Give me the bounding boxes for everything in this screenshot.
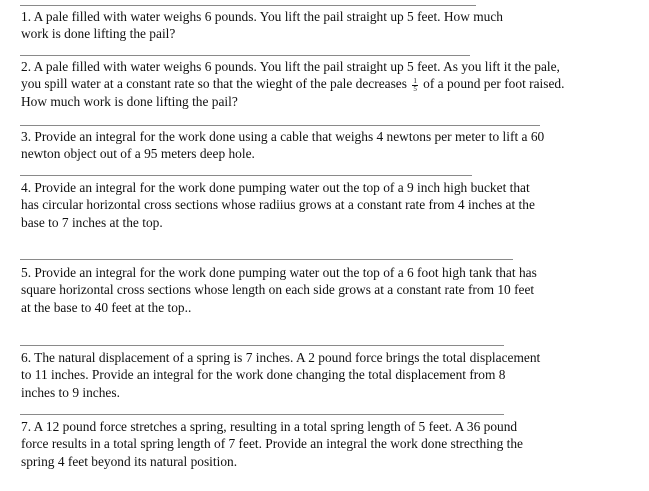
separator-rule [20, 125, 540, 126]
problem-7-text: 7. A 12 pound force stretches a spring, resulting in a total spring length of 5 feet. A 36 pound force results in a total spring length of 7 feet. Provide an integral the work done strecthing the spring 4 feet beyond its natural position. [21, 419, 524, 469]
problem-2-text [21, 58, 633, 110]
problem-5-text: 5. Provide an integral for the work done pumping water out the top of a 6 foot high tank that has square horizontal cross sections whose length on each side grows at a constant rate from 10 feet at the base to 40 feet at the top.. [21, 265, 537, 315]
separator-rule [20, 5, 476, 6]
problem-3 [21, 128, 633, 163]
separator-rule [20, 55, 470, 56]
problem-6 [21, 349, 633, 401]
problem-1 [21, 8, 633, 43]
fraction-denominator: 5 [413, 84, 417, 93]
problem-4 [21, 179, 633, 231]
problem-7 [21, 418, 633, 470]
separator-rule [20, 345, 504, 346]
problem-2-text-after: of a pound per foot raised. How much work is done lifting the pail? [21, 76, 565, 109]
problem-1-text: 1. A pale filled with water weighs 6 pounds. You lift the pail straight up 5 feet. How much work is done lifting the pail? [21, 9, 503, 42]
fraction-one-fifth [412, 78, 418, 93]
separator-rule [20, 175, 472, 176]
problem-3-text: 3. Provide an integral for the work done using a cable that weighs 4 newtons per meter to lift a 60 newton object out of a 95 meters deep hole. [21, 129, 545, 162]
problem-4-text: 4. Provide an integral for the work done pumping water out the top of a 9 inch high bucket that has circular horizontal cross sections whose radiius grows at a constant rate from 4 inches at the base to 7 inches at the top. [21, 180, 535, 230]
problem-2 [21, 58, 633, 110]
problem-2-text-before: 2. A pale filled with water weighs 6 pounds. You lift the pail straight up 5 feet. As you lift it the pale, you spill water at a constant rate so that the wieght of the pale decreases [21, 59, 560, 92]
problem-5 [21, 264, 633, 316]
fraction-numerator: 1 [413, 76, 417, 85]
separator-rule [20, 414, 504, 415]
problem-6-text: 6. The natural displacement of a spring is 7 inches. A 2 pound force brings the total displacement to 11 inches. Provide an integral for the work done changing the total displacement from 8 inches to 9 inches. [21, 350, 541, 400]
separator-rule [20, 259, 513, 260]
